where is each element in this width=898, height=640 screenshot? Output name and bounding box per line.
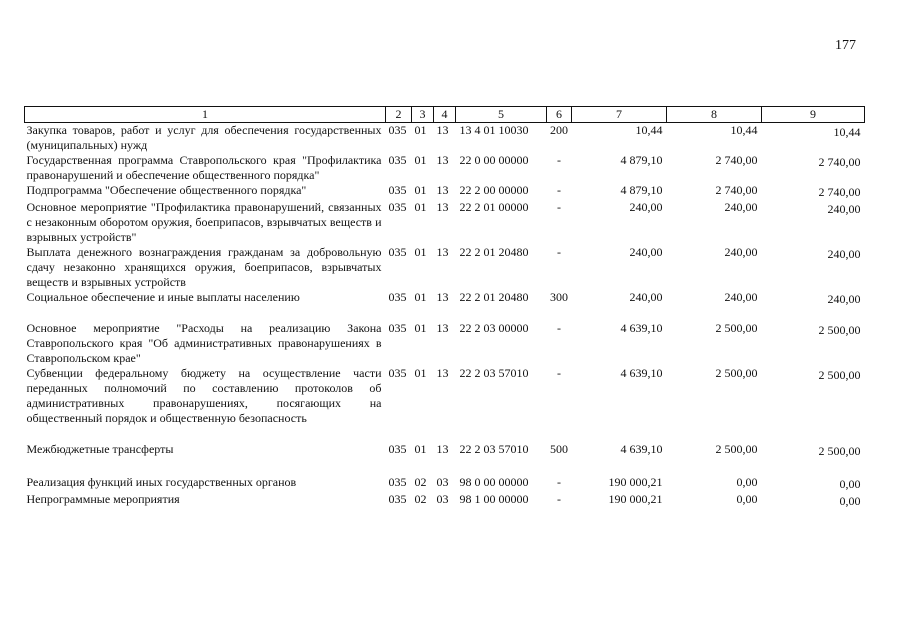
row-name: Основное мероприятие "Расходы на реализацию Закона Ставропольского края "Об административных правонарушениях в Ставропольском крае": [26, 321, 382, 365]
row-section: 01: [414, 290, 427, 304]
table-row: [25, 153, 865, 183]
row-target-article: 22 2 03 57010: [459, 366, 529, 380]
row-value-9: 2 740,00: [818, 185, 861, 199]
row-value-7: 190 000,21: [608, 492, 663, 506]
row-target-article: 22 2 01 20480: [459, 245, 529, 259]
row-value-8: 2 500,00: [715, 442, 758, 456]
row-expense-type: 500: [550, 442, 568, 456]
row-value-8: 2 740,00: [715, 153, 758, 167]
column-header: 1: [25, 107, 386, 123]
table-row: [25, 183, 865, 200]
row-value-9: 10,44: [833, 125, 861, 139]
page-number: 177: [835, 38, 856, 53]
row-target-article: 98 0 00 00000: [459, 475, 529, 489]
row-admin-code: 035: [388, 183, 407, 197]
row-target-article: 13 4 01 10030: [459, 123, 529, 137]
row-value-7: 10,44: [635, 123, 663, 137]
row-spacer: [25, 307, 865, 321]
row-value-9: 0,00: [839, 494, 861, 508]
row-section: 01: [414, 183, 427, 197]
row-subsection: 13: [436, 183, 449, 197]
row-expense-type: -: [557, 153, 561, 167]
row-value-9: 2 740,00: [818, 155, 861, 169]
row-expense-type: -: [557, 366, 561, 380]
row-subsection: 03: [436, 475, 449, 489]
row-name: Выплата денежного вознаграждения гражданам за добровольную сдачу незаконно хранящихся оружия, боеприпасов, взрывчатых веществ и взрывных устройств: [26, 245, 382, 289]
row-value-7: 4 879,10: [620, 183, 663, 197]
row-value-8: 240,00: [724, 245, 758, 259]
row-admin-code: 035: [388, 245, 407, 259]
table-row: [25, 442, 865, 459]
column-header: 2: [386, 107, 412, 123]
row-section: 01: [414, 442, 427, 456]
row-value-9: 2 500,00: [818, 444, 861, 458]
row-admin-code: 035: [388, 321, 407, 335]
row-subsection: 13: [436, 245, 449, 259]
row-expense-type: -: [557, 245, 561, 259]
row-value-9: 2 500,00: [818, 368, 861, 382]
row-expense-type: -: [557, 183, 561, 197]
table-row: [25, 245, 865, 290]
row-admin-code: 035: [388, 153, 407, 167]
row-value-9: 0,00: [839, 477, 861, 491]
row-expense-type: 300: [550, 290, 568, 304]
column-header: 7: [572, 107, 667, 123]
row-section: 01: [414, 366, 427, 380]
row-expense-type: -: [557, 200, 561, 214]
column-header: 4: [434, 107, 456, 123]
row-value-9: 240,00: [827, 202, 861, 216]
row-expense-type: -: [557, 321, 561, 335]
table-body: [25, 123, 865, 510]
budget-table: [24, 106, 865, 509]
row-target-article: 22 2 01 00000: [459, 200, 529, 214]
row-value-7: 240,00: [629, 200, 663, 214]
row-value-7: 190 000,21: [608, 475, 663, 489]
row-name: Непрограммные мероприятия: [26, 492, 180, 506]
row-target-article: 22 2 03 00000: [459, 321, 529, 335]
row-value-7: 240,00: [629, 245, 663, 259]
row-name: Реализация функций иных государственных органов: [26, 475, 297, 489]
row-name: Закупка товаров, работ и услуг для обеспечения государственных (муниципальных) нужд: [26, 123, 382, 152]
row-value-8: 0,00: [736, 475, 758, 489]
row-subsection: 13: [436, 366, 449, 380]
row-value-7: 4 639,10: [620, 442, 663, 456]
row-section: 01: [414, 123, 427, 137]
row-value-9: 240,00: [827, 292, 861, 306]
row-section: 01: [414, 245, 427, 259]
row-target-article: 22 2 00 00000: [459, 183, 529, 197]
row-expense-type: 200: [550, 123, 568, 137]
row-target-article: 98 1 00 00000: [459, 492, 529, 506]
row-admin-code: 035: [388, 492, 407, 506]
column-header: 8: [667, 107, 762, 123]
table-row: [25, 321, 865, 366]
row-value-9: 240,00: [827, 247, 861, 261]
row-value-7: 4 639,10: [620, 366, 663, 380]
row-name: Государственная программа Ставропольского края "Профилактика правонарушений и обеспечение общественного порядка": [26, 153, 382, 182]
row-value-8: 240,00: [724, 200, 758, 214]
row-spacer: [25, 426, 865, 442]
row-section: 02: [414, 475, 427, 489]
column-header: 9: [762, 107, 865, 123]
row-admin-code: 035: [388, 123, 407, 137]
row-value-8: 2 740,00: [715, 183, 758, 197]
row-value-8: 10,44: [730, 123, 758, 137]
table-row: [25, 200, 865, 245]
table-row: [25, 123, 865, 154]
table-row: [25, 492, 865, 509]
column-header: 5: [456, 107, 547, 123]
row-expense-type: -: [557, 475, 561, 489]
row-value-8: 240,00: [724, 290, 758, 304]
table-header: [25, 107, 865, 123]
row-value-8: 2 500,00: [715, 366, 758, 380]
row-value-7: 4 639,10: [620, 321, 663, 335]
row-value-9: 2 500,00: [818, 323, 861, 337]
header-row: [25, 107, 865, 123]
row-spacer: [25, 459, 865, 475]
row-target-article: 22 2 01 20480: [459, 290, 529, 304]
row-value-7: 240,00: [629, 290, 663, 304]
column-header: 6: [547, 107, 572, 123]
column-header: 3: [412, 107, 434, 123]
row-subsection: 13: [436, 200, 449, 214]
row-name: Межбюджетные трансферты: [26, 442, 174, 456]
table-row: [25, 290, 865, 307]
row-expense-type: -: [557, 492, 561, 506]
row-name: Социальное обеспечение и иные выплаты населению: [26, 290, 300, 304]
row-value-8: 0,00: [736, 492, 758, 506]
row-admin-code: 035: [388, 442, 407, 456]
row-section: 01: [414, 321, 427, 335]
row-admin-code: 035: [388, 475, 407, 489]
row-section: 01: [414, 153, 427, 167]
row-target-article: 22 2 03 57010: [459, 442, 529, 456]
row-subsection: 13: [436, 442, 449, 456]
row-admin-code: 035: [388, 200, 407, 214]
row-subsection: 13: [436, 123, 449, 137]
row-subsection: 03: [436, 492, 449, 506]
row-subsection: 13: [436, 153, 449, 167]
row-subsection: 13: [436, 290, 449, 304]
row-name: Субвенции федеральному бюджету на осуществление части переданных полномочий по составлению протоколов об административных правонарушениях, посягающих на общественный порядок и общественную безопасность: [26, 366, 382, 425]
row-admin-code: 035: [388, 366, 407, 380]
row-value-7: 4 879,10: [620, 153, 663, 167]
row-name: Основное мероприятие "Профилактика правонарушений, связанных с незаконным оборотом оружия, боеприпасов, взрывчатых веществ и взрывных устройств": [26, 200, 382, 244]
row-target-article: 22 0 00 00000: [459, 153, 529, 167]
table-row: [25, 366, 865, 426]
row-name: Подпрограмма "Обеспечение общественного порядка": [26, 183, 307, 197]
row-subsection: 13: [436, 321, 449, 335]
row-section: 01: [414, 200, 427, 214]
table-row: [25, 475, 865, 492]
row-value-8: 2 500,00: [715, 321, 758, 335]
row-admin-code: 035: [388, 290, 407, 304]
row-section: 02: [414, 492, 427, 506]
